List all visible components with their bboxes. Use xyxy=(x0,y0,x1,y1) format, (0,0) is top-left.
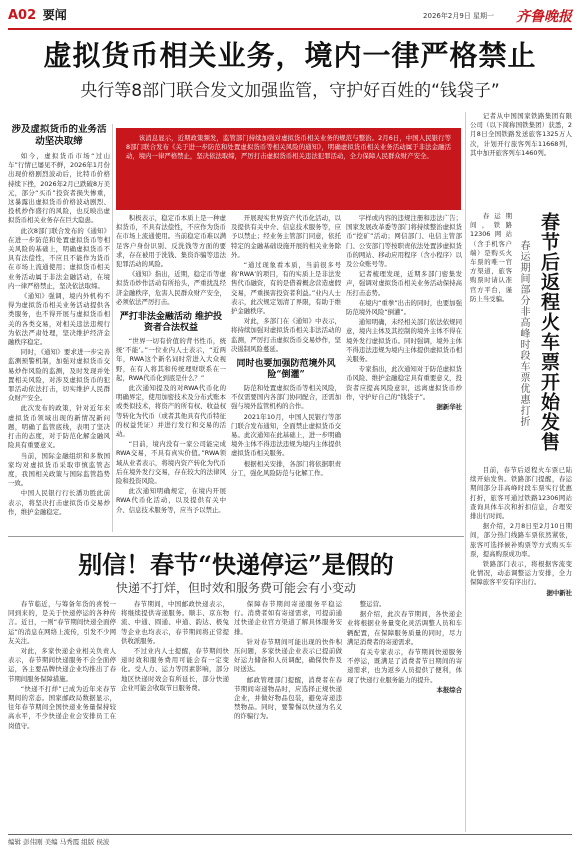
second-subheadline: 快递不打烊，但时效和服务费可能会有小变动 xyxy=(115,581,356,595)
column-rule xyxy=(465,112,466,832)
paragraph: 有关专家表示，春节期间快递服务不停运，既满足了消费者节日期间的寄递需求，也为返乡人员提供了便利，体现了快递行业服务能力的提升。 xyxy=(347,648,462,684)
page-footer xyxy=(8,834,572,846)
byline: 本报综合 xyxy=(436,685,462,694)
paragraph: 对此，多家快递企业相关负责人表示，春节期间快递服务不会全面停运，各主要品牌快递企业均推出了春节期间服务保障措施。 xyxy=(8,647,116,683)
article2-col3 xyxy=(234,600,342,830)
sidebar-intro xyxy=(470,112,572,208)
paragraph: 邮政管理部门提醒，消费者在春节期间寄递物品时，应选择正规快递企业，并做好物品包装，避免寄递违禁物品。同时，要警惕以快递为名义的诈骗行为。 xyxy=(234,675,342,721)
paragraph: 据介绍，此次春节期间，各快递企业将根据业务量变化灵活调整人员和车辆配置，在保障服务质量的同时，尽力满足消费者的寄递需求。 xyxy=(347,610,462,646)
paragraph: 此次发布的政策，针对近年来虚拟货币领域出现的新情况新问题，明确了监管底线，表明了坚决打击的态度，对于防范化解金融风险具有重要意义。 xyxy=(8,404,110,450)
main-subheadline: 央行等8部门联合发文加强监管，守护好百姓的“钱袋子” xyxy=(80,81,500,101)
paragraph: 春节临近，与筹备年货的喜悦一同到来的，是关于快递停运的各种传言。近日，一则“春节期间快递全面停运”的消息在网络上流传，引发不少网友关注。 xyxy=(8,600,116,645)
paragraph: 整运营。 xyxy=(359,600,386,608)
paragraph: 《通知》强调，境内外机构不得为虚拟货币相关业务活动提供各类服务，也不得开展与虚拟货币相关的各类交易，对相关违法违规行为依法严肃处理，坚决维护经济金融秩序稳定。 xyxy=(8,292,110,347)
paragraph: 同时，《通知》要求进一步完善监测预警机制，加强对虚拟货币交易炒作风险的监测，及时发现并处置相关风险，对涉及虚拟货币的犯罪活动依法打击，切实维护人民群众财产安全。 xyxy=(8,348,110,403)
paragraph: 不过业内人士提醒，春节期间快递时效和服务费用可能会有一定变化。受人力、运力等因素影响，部分地区快递时效会有所延长，部分快递企业可能会收取节日服务费。 xyxy=(121,647,229,692)
article2-col1 xyxy=(8,600,116,830)
byline: 据中新社 xyxy=(546,588,572,597)
editor-credits: 编辑 彭伟刚 美编 马秀霞 组版 侯波 xyxy=(8,838,110,846)
paragraph: 目前，春节后返程火车票已陆续开始发售。铁路部门提醒，春运期间部分非高峰时段车票实行优惠打折，旅客可通过铁路12306网站查询具体车次和折扣信息，合理安排出行时间。 xyxy=(470,466,572,521)
second-headline: 别信！春节“快递停运”是假的 xyxy=(78,550,394,579)
section-number: A02 xyxy=(8,8,37,23)
paragraph: 如今，虚拟货币市场“过山车”行情已屡见不鲜，2026年1月份出现价格剧烈波动后，比特币价格持续下挫，2026年2月已跌破8万美元，部分“买币”投资者损失惨重，这暴露出虚拟货币价格波动剧烈、投机炒作盛行的风险，也反映出虚拟货币相关业务存在巨大隐患。 xyxy=(8,152,110,225)
paragraph: 保障春节期间寄递服务平稳运行。消费者如有寄递需求，可提前通过快递企业官方渠道了解具体服务安排。 xyxy=(234,600,342,636)
paragraph: 字样或内容的违规注册和违法广告；国家发展改革委等部门将持续整治虚拟货币“挖矿”活动；网信部门、电信主管部门、公安部门等按职责依法处置涉虚拟货币的网站、移动应用程序（含小程序）以及公众账号等。 xyxy=(346,214,462,269)
paragraph: 《通知》指出，近期，稳定币等虚拟货币炒作活动有所抬头，严重扰乱经济金融秩序，危害人民群众财产安全，必须依法严厉打击。 xyxy=(116,270,226,306)
section-label xyxy=(8,6,67,23)
masthead: 齐鲁晚报 xyxy=(516,9,572,25)
byline: 据新华社 xyxy=(436,403,462,412)
sidebar-headline: 春节后返程火车票开始发售 xyxy=(538,212,560,452)
section-department: 要闻 xyxy=(42,8,67,22)
lead-text: 该消息显示，近期政策频发，监管部门持续加强对虚拟货币相关业务的规范与整治。2月6日，中国人民银行等8部门联合发布《关于进一步防范和处置虚拟货币等相关风险的通知》，明确虚拟货币相关业务活动属于非法金融活动，境内一律严格禁止，坚决依法取缔，严厉打击虚拟货币相关违法犯罪活动，全力保障人民群众财产安全。 xyxy=(126,134,451,161)
sidebar-subheadline: 春运期间部分非高峰时段车票优惠打折 xyxy=(518,240,529,427)
issue-date: 2026年2月9日 星期一 xyxy=(423,12,494,20)
lead-box xyxy=(116,128,461,210)
paragraph: “快递不打烊”已成为近年来春节期间的常态。国家邮政局数据显示，往年春节期间全国快递业务量保持较高水平，不少快递企业会安排员工在岗值守。 xyxy=(8,684,116,730)
paragraph: 中国人民银行行长潘功胜此前表示，将坚决打击虚拟货币交易炒作，维护金融稳定。 xyxy=(8,489,110,516)
paragraph: 开展现实世界资产代币化活动，以及提供有关中介、信息技术服务等，应予以禁止；经业务主管部门同意，依托特定的金融基础设施开展的相关业务除外。 xyxy=(231,214,341,259)
left-column-heading: 涉及虚拟货币的业务活动坚决取缔 xyxy=(11,124,107,147)
paragraph: 针对春节期间可能出现的快件积压问题，多家快递企业表示已提前做好运力储备和人员调配，确保快件及时送达。 xyxy=(234,637,342,674)
paragraph: “世界一切有价值的背书性币，统统‘不能’。”一位业内人士表示，“近两年，RWA这个新名词时常进入大众视野，在有人将其和传统理财联系在一起，RWA代币化到底是什么？” xyxy=(116,337,226,382)
article1-left-column xyxy=(8,124,110,532)
main-headline: 虚拟货币相关业务，境内一律严格禁止 xyxy=(43,39,537,72)
paragraph: 记者从中国国家铁路集团有限公司（以下简称国铁集团）获悉，2月8日全国铁路发送旅客1325万人次，计划开行旅客列车11668列，其中加开旅客列车1460列。 xyxy=(470,112,572,157)
article1-far-column xyxy=(346,214,462,532)
paragraph: 此次通知提及的对RWA代币化的明确界定，使用加密技术及分布式账本或类似技术，将资产的所有权、收益权等转化为代币（或者其他具有代币特征的权益凭证）并进行发行和交易的活动。 xyxy=(116,384,226,439)
article2-col4 xyxy=(347,600,462,830)
paragraph: “目前，境内没有一家公司能完成RWA交易，不具有真实价值。”RWA领域从业者表示，将境内资产转化为代币后在境外发行交易，存在较大的法律风险和投资风险。 xyxy=(116,440,226,486)
paragraph: 春节期间，中国邮政快递表示，将继续提供寄递服务。顺丰、京东物流、中通、圆通、申通、韵达、极兔等企业也均表示，春节期间将正常提供收派服务。 xyxy=(121,600,229,645)
paragraph: 根据相关安排，各部门将依据职责分工，强化风险防范与化解工作。 xyxy=(231,459,341,477)
paragraph: 春运期间，铁路12306网站（含手机客户端）是购买火车票的唯一官方渠道，旅客购票时请认准官方平台，谨防上当受骗。 xyxy=(470,212,512,303)
paragraph: 对此，多部门在《通知》中表示，将持续加强对虚拟货币相关非法活动的监测，严厉打击虚拟货币交易炒作，坚决遏制风险蔓延。 xyxy=(231,317,341,353)
paragraph: 此次通知明确规定，在境内开展RWA代币化活动，以及提供有关中介、信息技术服务等，应当予以禁止。 xyxy=(116,487,226,514)
section-divider xyxy=(8,536,464,537)
mid-subheading: 严打非法金融活动 维护投资者合法权益 xyxy=(119,312,223,334)
article1-right-column xyxy=(231,214,341,532)
paragraph: 通知明确，未经相关部门依法依规同意，境内主体及其控制的境外主体不得在境外发行虚拟货币。同时强调，境外主体不得违法违规为境内主体提供虚拟货币相关服务。 xyxy=(346,318,462,364)
paragraph: 专家指出，此次通知对于防范虚拟货币风险、维护金融稳定具有重要意义，投资者应提高风险意识，远离虚拟货币炒作，守护好自己的“钱袋子”。 xyxy=(346,365,462,401)
right-subheading: 同时也要加强防范境外风险“倒灌” xyxy=(236,359,336,381)
column-rule xyxy=(112,124,113,532)
paragraph: 2021年10月，中国人民银行等部门联合发布通知，全面禁止虚拟货币交易。此次通知在此基础上，进一步明确境外主体不得违法违规为境内主体提供虚拟货币相关服务。 xyxy=(231,412,341,458)
paragraph: 当前，国际金融组织和多数国家均对虚拟货币采取审慎监管态度，我国相关政策与国际监管趋势一致。 xyxy=(8,451,110,488)
page-header xyxy=(8,6,572,30)
paragraph: “通过现象看本质，当前很多号称‘RWA’的项目，有的实质上是非法发售代币融资，有的是借着概念营造虚假交易，严重损害投资者利益。”业内人士表示，此次规定划清了界限，有助于维护金融秩序。 xyxy=(231,261,341,316)
paragraph: 据介绍，2月8日至2月10日期间，部分热门线路车票依然紧张，旅客可选择候补购票等方式购买车票，提高购票成功率。 xyxy=(470,522,572,558)
paragraph: 在境内“重拳”出击的同时，也要加强防范境外风险“倒灌”。 xyxy=(346,298,462,317)
paragraph: 防范和处置虚拟货币等相关风险，不仅需要国内各部门协同配合，还需加强与境外监管机构的合作。 xyxy=(231,384,341,411)
article2-col2 xyxy=(121,600,229,830)
paragraph: 积极表示，稳定币本质上是一种虚拟货币，不具有法偿性，不应作为货币在市场上流通使用。当前稳定币难以满足客户身份识别、反洗钱等方面的要求，存在被用于洗钱、集资诈骗等违法犯罪活动的风险。 xyxy=(116,214,226,269)
paragraph: 记者梳理发现，近期多部门密集发声，强调对虚拟货币相关业务活动保持高压打击态势。 xyxy=(346,270,462,297)
sidebar-body xyxy=(470,466,572,830)
article1-mid-column xyxy=(116,214,226,532)
sidebar-left-text xyxy=(470,212,512,462)
paragraph: 此次8部门联合发布的《通知》在进一步防范和处置虚拟货币等相关风险的基础上，明确虚拟货币不具有法偿性，不应且不能作为货币在市场上流通使用；虚拟货币相关业务活动属于非法金融活动，在境内一律严格禁止，坚决依法取缔。 xyxy=(8,226,110,290)
paragraph: 铁路部门表示，将根据客流变化情况，动态调整运力安排，全力保障旅客平安有序出行。 xyxy=(470,560,572,587)
